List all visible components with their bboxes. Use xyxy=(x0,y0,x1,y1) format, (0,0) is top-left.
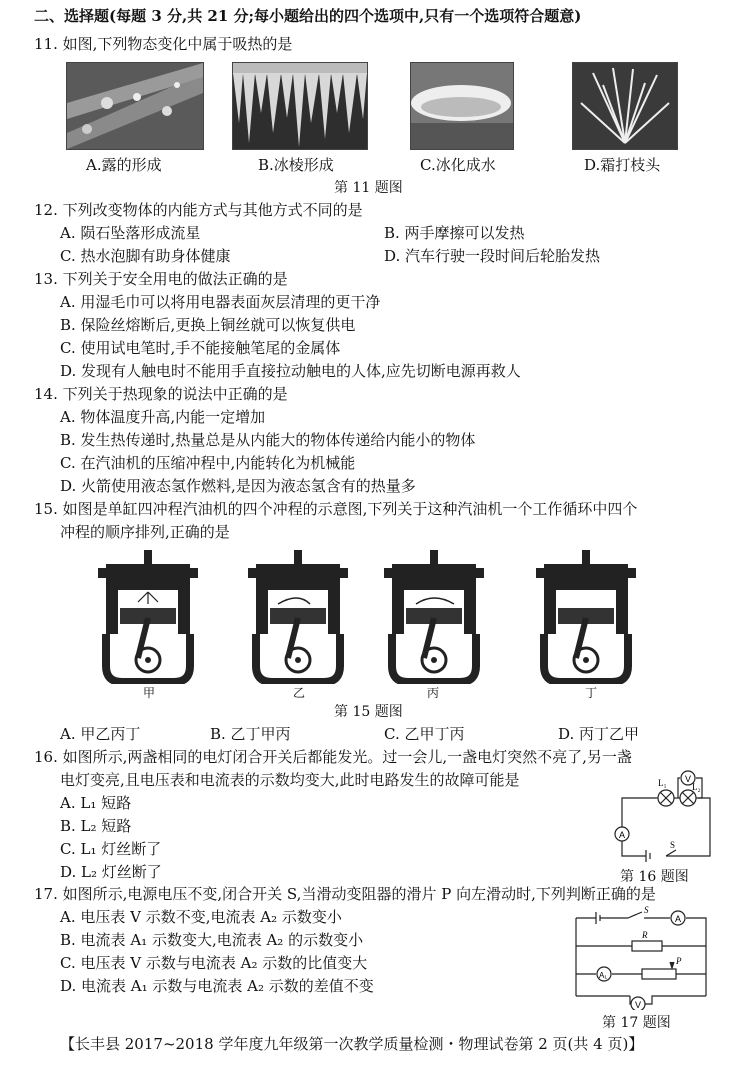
q14-option-b: B. 发生热传递时,热量总是从内能大的物体传递给内能小的物体 xyxy=(60,431,476,449)
q15-label-yi: 乙 xyxy=(293,686,306,700)
q17-switch-label: S xyxy=(644,906,649,915)
q16-option-d: D. L₂ 灯丝断了 xyxy=(60,863,162,881)
q16-option-b: B. L₂ 短路 xyxy=(60,817,132,835)
q11-photo-dew xyxy=(66,62,204,150)
q12-option-c: C. 热水泡脚有助身体健康 xyxy=(60,247,231,265)
q15-engine-diagrams xyxy=(98,548,698,684)
q17-ammeter1-label: A₁ xyxy=(599,971,608,980)
q14-stem: 14. 下列关于热现象的说法中正确的是 xyxy=(34,385,288,403)
q12-option-b: B. 两手摩擦可以发热 xyxy=(384,224,525,242)
q16-lamp2-label: L₂ xyxy=(692,782,701,792)
q11-caption-a: A.露的形成 xyxy=(86,156,162,174)
q11-caption-b: B.冰棱形成 xyxy=(258,156,334,174)
q17-slider-label: P xyxy=(676,956,682,966)
q17-stem: 17. 如图所示,电源电压不变,闭合开关 S,当滑动变阻器的滑片 P 向左滑动时,下列判断正确的是 xyxy=(34,885,656,903)
q12-stem: 12. 下列改变物体的内能方式与其他方式不同的是 xyxy=(34,201,363,219)
q15-label-ding: 丁 xyxy=(585,686,598,700)
q13-option-a: A. 用湿毛巾可以将用电器表面灰层清理的更干净 xyxy=(60,293,381,311)
q16-switch-label: S xyxy=(670,840,676,850)
q16-circuit-diagram xyxy=(606,770,716,862)
q17-option-d: D. 电流表 A₁ 示数与电流表 A₂ 示数的差值不变 xyxy=(60,977,374,995)
q16-lamp1-label: L₁ xyxy=(658,778,667,788)
q16-option-c: C. L₁ 灯丝断了 xyxy=(60,840,162,858)
q15-option-c: C. 乙甲丁丙 xyxy=(384,725,465,743)
q14-option-d: D. 火箭使用液态氢作燃料,是因为液态氢含有的热量多 xyxy=(60,477,416,495)
q11-photo-frost xyxy=(572,62,678,150)
q15-figure-caption: 第 15 题图 xyxy=(334,704,403,720)
q15-stem-line2: 冲程的顺序排列,正确的是 xyxy=(60,523,230,541)
q14-option-c: C. 在汽油机的压缩冲程中,内能转化为机械能 xyxy=(60,454,356,472)
q11-stem: 11. 如图,下列物态变化中属于吸热的是 xyxy=(34,35,293,53)
q15-option-b: B. 乙丁甲丙 xyxy=(210,725,291,743)
q16-figure-caption: 第 16 题图 xyxy=(620,869,689,885)
q15-label-bing: 丙 xyxy=(427,686,440,700)
q16-option-a: A. L₁ 短路 xyxy=(60,794,132,812)
q13-stem: 13. 下列关于安全用电的做法正确的是 xyxy=(34,270,288,288)
q13-option-d: D. 发现有人触电时不能用手直接拉动触电的人体,应先切断电源再救人 xyxy=(60,362,521,380)
q17-resistor-label: R xyxy=(642,930,648,940)
q16-stem-line1: 16. 如图所示,两盏相同的电灯闭合开关后都能发光。过一会儿,一盏电灯突然不亮了,另一盏 xyxy=(34,748,632,766)
q14-option-a: A. 物体温度升高,内能一定增加 xyxy=(60,408,266,426)
section-header: 二、选择题(每题 3 分,共 21 分;每小题给出的四个选项中,只有一个选项符合题意) xyxy=(34,7,582,25)
q13-option-c: C. 使用试电笔时,手不能接触笔尾的金属体 xyxy=(60,339,341,357)
q12-option-d: D. 汽车行驶一段时间后轮胎发热 xyxy=(384,247,601,265)
q11-photo-icicles xyxy=(232,62,368,150)
q17-option-c: C. 电压表 V 示数与电流表 A₂ 示数的比值变大 xyxy=(60,954,368,972)
q11-caption-c: C.冰化成水 xyxy=(420,156,496,174)
q12-option-a: A. 陨石坠落形成流星 xyxy=(60,224,201,242)
q16-stem-line2: 电灯变亮,且电压表和电流表的示数均变大,此时电路发生的故障可能是 xyxy=(60,771,520,789)
q17-option-b: B. 电流表 A₁ 示数变大,电流表 A₂ 的示数变小 xyxy=(60,931,364,949)
q17-ammeter-label: A xyxy=(675,914,682,924)
q15-stem-line1: 15. 如图是单缸四冲程汽油机的四个冲程的示意图,下列关于这种汽油机一个工作循环中四个 xyxy=(34,500,638,518)
q17-voltmeter-label: V xyxy=(635,1000,642,1010)
q11-caption-d: D.霜打枝头 xyxy=(584,156,661,174)
page-footer: 【长丰县 2017~2018 学年度九年级第一次教学质量检测・物理试卷第 2 页(共 4 页)】 xyxy=(60,1035,644,1053)
q17-circuit-diagram xyxy=(572,906,712,1010)
q16-voltmeter-label: V xyxy=(685,774,692,784)
q15-label-jia: 甲 xyxy=(143,686,156,700)
q16-ammeter-label: A xyxy=(619,830,626,840)
q11-photo-ice-melt xyxy=(410,62,514,150)
q17-option-a: A. 电压表 V 示数不变,电流表 A₂ 示数变小 xyxy=(60,908,342,926)
q13-option-b: B. 保险丝熔断后,更换上铜丝就可以恢复供电 xyxy=(60,316,356,334)
q11-figure-caption: 第 11 题图 xyxy=(334,180,403,196)
q15-option-a: A. 甲乙丙丁 xyxy=(60,725,141,743)
q15-option-d: D. 丙丁乙甲 xyxy=(558,725,640,743)
q17-figure-caption: 第 17 题图 xyxy=(602,1015,671,1031)
